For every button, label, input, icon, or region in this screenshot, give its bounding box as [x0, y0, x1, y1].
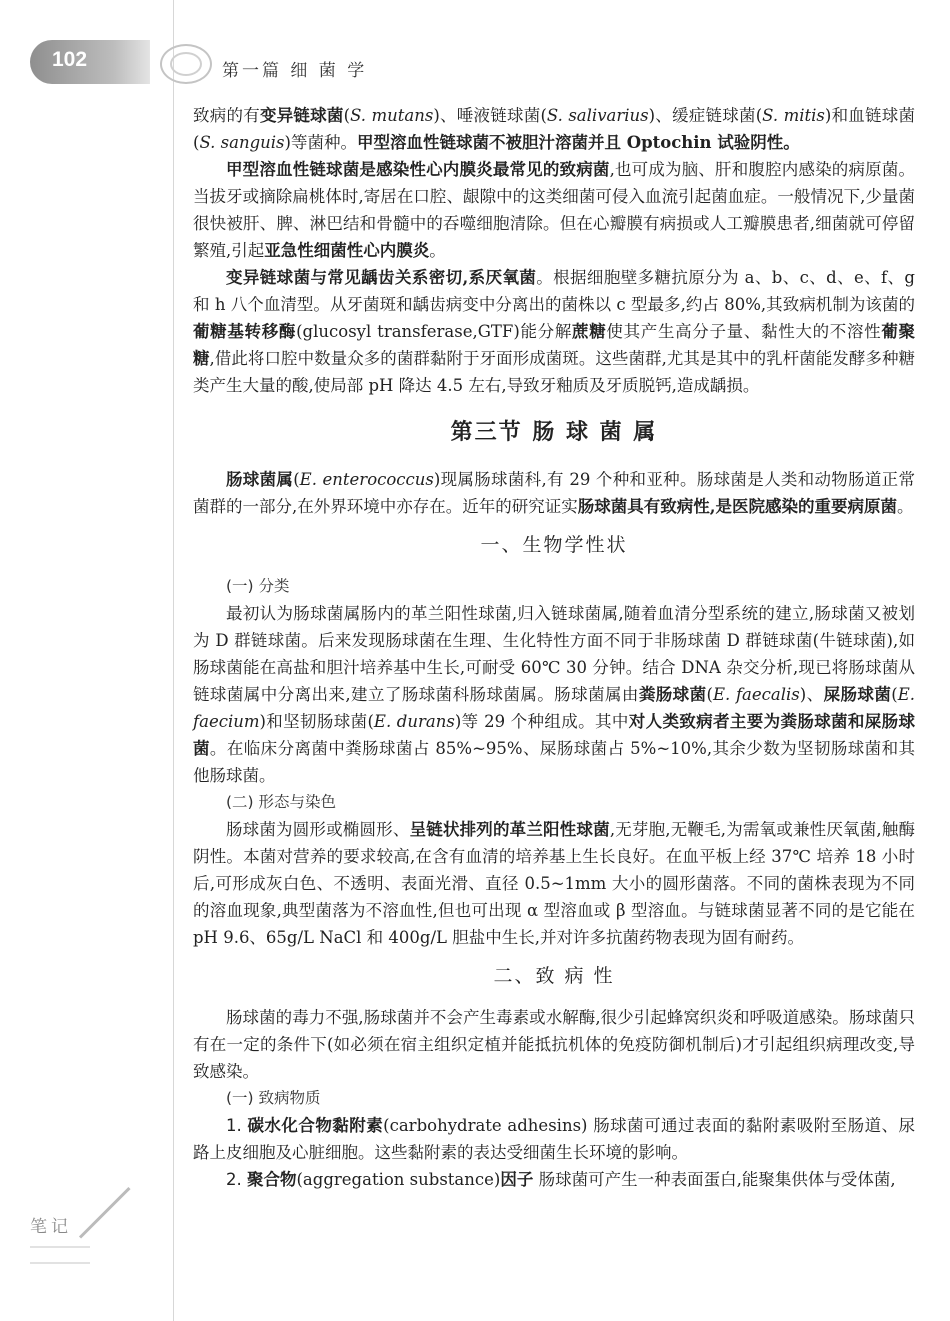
heading-morphology: (二) 形态与染色	[226, 793, 337, 811]
list-item-aggregation-substance: 2. 聚合物(aggregation substance)因子 肠球菌可产生一种表面蛋白,能聚集供体与受体菌,	[226, 1170, 896, 1189]
paragraph-streptococcus-species: 致病的有变异链球菌(S. mutans)、唾液链球菌(S. salivarius)、缓症链球菌(S. mitis)和血链球菌(S. sanguis)等菌种。甲型溶血性链球菌不被胆汁溶菌并且 Optochin 试验阴性。	[193, 106, 916, 152]
paragraph-morphology: 肠球菌为圆形或椭圆形、呈链状排列的革兰阳性球菌,无芽胞,无鞭毛,为需氧或兼性厌氧菌,触酶阴性。本菌对营养的要求较高,在含有血清的培养基上生长良好。在血平板上经 37℃ 培养 18 小时后,可形成灰白色、不透明、表面光滑、直径 0.5~1mm 大小的圆形菌落。不同的菌株表现为不同的溶血现象,典型菌落为不溶血性,但也可出现 α 型溶血或 β 型溶血。与链球菌显著不同的是它能在 pH 9.6、65g/L NaCl 和 400g/L 胆盐中生长,并对许多抗菌药物表现为固有耐药。	[193, 820, 916, 947]
term-s-mutans: 变异链球菌	[259, 106, 344, 125]
margin-rule	[173, 0, 174, 1321]
running-head: 第一篇 细 菌 学	[222, 61, 368, 81]
page-number: 102	[52, 48, 88, 71]
heading-classification: (一) 分类	[226, 577, 290, 595]
page-body	[193, 102, 915, 1193]
paragraph-endocarditis: 甲型溶血性链球菌是感染性心内膜炎最常见的致病菌,也可成为脑、肝和腹腔内感染的病原菌。当拔牙或摘除扁桃体时,寄居在口腔、龈隙中的这类细菌可侵入血流引起菌血症。一般情况下,少量菌很快被肝、脾、淋巴结和骨髓中的吞噬细胞清除。但在心瓣膜有病损或人工瓣膜患者,细菌就可停留繁殖,引起亚急性细菌性心内膜炎。	[193, 160, 916, 260]
subsection-title-biology: 一、生物学性状	[480, 534, 628, 556]
notes-lines	[30, 1246, 90, 1264]
paragraph-caries: 变异链球菌与常见龋齿关系密切,系厌氧菌。根据细胞壁多糖抗原分为 a、b、c、d、e、f、g 和 h 八个血清型。从牙菌斑和龋齿病变中分离出的菌株以 c 型最多,约占 80%,其致病机制为该菌的葡糖基转移酶(glucosyl transferase,GTF)能分解蔗糖使其产生高分子量、黏性大的不溶性葡聚糖,借此将口腔中数量众多的菌群黏附于牙面形成菌斑。这些菌群,尤其是其中的乳杆菌能发酵多种糖类产生大量的酸,使局部 pH 降达 4.5 左右,导致牙釉质及牙质脱钙,造成龋损。	[193, 268, 916, 395]
paragraph-virulence: 肠球菌的毒力不强,肠球菌并不会产生毒素或水解酶,很少引起蜂窝织炎和呼吸道感染。肠球菌只有在一定的条件下(如必须在宿主组织定植并能抵抗机体的免疫防御机制后)才引起组织病理改变,导致感染。	[193, 1008, 915, 1081]
paragraph-enterococcus-intro: 肠球菌属(E. enterococcus)现属肠球菌科,有 29 个种和亚种。肠球菌是人类和动物肠道正常菌群的一部分,在外界环境中亦存在。近年的研究证实肠球菌具有致病性,是医院感染的重要病原菌。	[193, 470, 915, 516]
paragraph-classification: 最初认为肠球菌属肠内的革兰阳性球菌,归入链球菌属,随着血清分型系统的建立,肠球菌又被划为 D 群链球菌。后来发现肠球菌在生理、生化特性方面不同于非肠球菌 D 群链球菌(牛链球菌),如肠球菌能在高盐和胆汁培养基中生长,可耐受 60℃ 30 分钟。结合 DNA 杂交分析,现已将肠球菌从链球菌属中分离出来,建立了肠球菌科肠球菌属。肠球菌属由粪肠球菌(E. faecalis)、屎肠球菌(E. faecium)和坚韧肠球菌(E. durans)等 29 个种组成。其中对人类致病者主要为粪肠球菌和屎肠球菌。在临床分离菌中粪肠球菌占 85%~95%、屎肠球菌占 5%~10%,其余少数为坚韧肠球菌和其他肠球菌。	[193, 604, 916, 785]
swirl-logo-icon	[160, 44, 212, 84]
notes-label: 笔记	[30, 1217, 72, 1237]
list-item-adhesins: 1. 碳水化合物黏附素(carbohydrate adhesins) 肠球菌可通过表面的黏附素吸附至肠道、尿路上皮细胞及心脏细胞。这些黏附素的表达受细菌生长环境的影响。	[193, 1116, 916, 1162]
pen-icon	[79, 1187, 131, 1239]
subsection-title-pathogenicity: 二、致 病 性	[493, 965, 615, 987]
section-title: 第三节 肠 球 菌 属	[450, 420, 658, 445]
heading-pathogenic-factors: (一) 致病物质	[226, 1089, 321, 1107]
